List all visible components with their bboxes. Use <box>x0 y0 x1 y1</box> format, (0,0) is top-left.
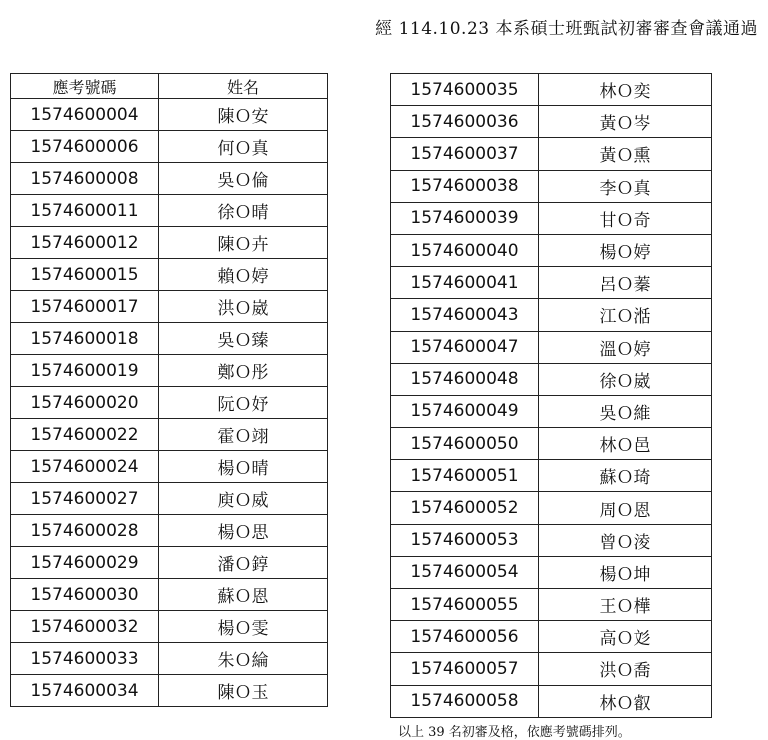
exam-number-cell: 1574600050 <box>391 428 539 460</box>
exam-number-cell: 1574600035 <box>391 74 539 106</box>
table-row <box>11 419 328 451</box>
table-row <box>11 291 328 323</box>
table-row <box>391 395 712 427</box>
exam-number-cell: 1574600034 <box>11 675 159 707</box>
exam-number-cell: 1574600039 <box>391 202 539 234</box>
table-row <box>11 195 328 227</box>
table-row <box>391 267 712 299</box>
table-row <box>391 685 712 717</box>
name-cell: 陳Ｏ卉 <box>159 227 328 259</box>
name-cell: 徐Ｏ崴 <box>539 363 712 395</box>
exam-number-cell: 1574600032 <box>11 611 159 643</box>
table-row <box>11 579 328 611</box>
table-row <box>11 355 328 387</box>
exam-number-cell: 1574600043 <box>391 299 539 331</box>
footnote: 以上 39 名初審及格，依應考號碼排列。 <box>398 725 631 740</box>
table-row <box>11 451 328 483</box>
name-cell: 楊Ｏ思 <box>159 515 328 547</box>
exam-number-cell: 1574600051 <box>391 460 539 492</box>
table-row <box>391 460 712 492</box>
exam-number-cell: 1574600006 <box>11 131 159 163</box>
table-row <box>11 131 328 163</box>
exam-number-cell: 1574600028 <box>11 515 159 547</box>
table-row <box>11 163 328 195</box>
exam-number-cell: 1574600055 <box>391 589 539 621</box>
table-row <box>11 99 328 131</box>
exam-number-cell: 1574600029 <box>11 547 159 579</box>
name-cell: 林Ｏ叡 <box>539 685 712 717</box>
name-cell: 蘇Ｏ恩 <box>159 579 328 611</box>
column-header-exam-number: 應考號碼 <box>11 74 159 99</box>
name-cell: 周Ｏ恩 <box>539 492 712 524</box>
exam-number-cell: 1574600040 <box>391 234 539 266</box>
name-cell: 洪Ｏ喬 <box>539 653 712 685</box>
exam-number-cell: 1574600024 <box>11 451 159 483</box>
table-row <box>11 387 328 419</box>
table-row <box>11 259 328 291</box>
exam-number-cell: 1574600057 <box>391 653 539 685</box>
exam-number-cell: 1574600011 <box>11 195 159 227</box>
exam-number-cell: 1574600022 <box>11 419 159 451</box>
table-row <box>11 483 328 515</box>
table-row <box>391 138 712 170</box>
exam-number-cell: 1574600049 <box>391 395 539 427</box>
name-cell: 楊Ｏ坤 <box>539 556 712 588</box>
table-row <box>391 234 712 266</box>
table-row <box>391 331 712 363</box>
exam-number-cell: 1574600004 <box>11 99 159 131</box>
exam-number-cell: 1574600037 <box>391 138 539 170</box>
exam-number-cell: 1574600012 <box>11 227 159 259</box>
name-cell: 吳Ｏ臻 <box>159 323 328 355</box>
name-cell: 甘Ｏ奇 <box>539 202 712 234</box>
exam-number-cell: 1574600036 <box>391 106 539 138</box>
name-cell: 江Ｏ湉 <box>539 299 712 331</box>
exam-number-cell: 1574600048 <box>391 363 539 395</box>
exam-number-cell: 1574600019 <box>11 355 159 387</box>
table-row <box>11 515 328 547</box>
name-cell: 楊Ｏ晴 <box>159 451 328 483</box>
column-header-name: 姓名 <box>159 74 328 99</box>
name-cell: 何Ｏ真 <box>159 131 328 163</box>
table-row <box>391 653 712 685</box>
table-row <box>391 74 712 106</box>
name-cell: 陳Ｏ玉 <box>159 675 328 707</box>
table-row <box>11 611 328 643</box>
name-cell: 潘Ｏ錞 <box>159 547 328 579</box>
exam-number-cell: 1574600017 <box>11 291 159 323</box>
name-cell: 呂Ｏ蓁 <box>539 267 712 299</box>
table-row <box>391 299 712 331</box>
table-row <box>391 170 712 202</box>
name-cell: 徐Ｏ晴 <box>159 195 328 227</box>
table-row <box>391 524 712 556</box>
table-row <box>11 323 328 355</box>
table-row <box>391 556 712 588</box>
exam-number-cell: 1574600038 <box>391 170 539 202</box>
table-row <box>11 643 328 675</box>
table-row <box>11 675 328 707</box>
name-cell: 蘇Ｏ琦 <box>539 460 712 492</box>
exam-number-cell: 1574600052 <box>391 492 539 524</box>
name-cell: 庾Ｏ威 <box>159 483 328 515</box>
table-row <box>391 428 712 460</box>
table-row <box>391 589 712 621</box>
name-cell: 楊Ｏ雯 <box>159 611 328 643</box>
name-cell: 林Ｏ奕 <box>539 74 712 106</box>
name-cell: 黃Ｏ熏 <box>539 138 712 170</box>
table-row <box>391 202 712 234</box>
exam-number-cell: 1574600020 <box>11 387 159 419</box>
name-cell: 陳Ｏ安 <box>159 99 328 131</box>
name-cell: 曾Ｏ淩 <box>539 524 712 556</box>
name-cell: 王Ｏ樺 <box>539 589 712 621</box>
exam-number-cell: 1574600015 <box>11 259 159 291</box>
name-cell: 吳Ｏ維 <box>539 395 712 427</box>
table-row <box>391 621 712 653</box>
exam-number-cell: 1574600030 <box>11 579 159 611</box>
name-cell: 吳Ｏ倫 <box>159 163 328 195</box>
exam-number-cell: 1574600047 <box>391 331 539 363</box>
name-cell: 李Ｏ真 <box>539 170 712 202</box>
exam-number-cell: 1574600008 <box>11 163 159 195</box>
table-header-row <box>11 74 328 99</box>
exam-number-cell: 1574600041 <box>391 267 539 299</box>
name-cell: 黃Ｏ岑 <box>539 106 712 138</box>
name-cell: 阮Ｏ妤 <box>159 387 328 419</box>
name-cell: 朱Ｏ綸 <box>159 643 328 675</box>
name-cell: 溫Ｏ婷 <box>539 331 712 363</box>
table-row <box>11 547 328 579</box>
exam-number-cell: 1574600027 <box>11 483 159 515</box>
name-cell: 林Ｏ邑 <box>539 428 712 460</box>
exam-number-cell: 1574600053 <box>391 524 539 556</box>
page-title: 經 114.10.23 本系碩士班甄試初審審查會議通過 <box>375 19 758 39</box>
exam-number-cell: 1574600018 <box>11 323 159 355</box>
name-cell: 鄭Ｏ彤 <box>159 355 328 387</box>
name-cell: 洪Ｏ崴 <box>159 291 328 323</box>
name-cell: 霍Ｏ翊 <box>159 419 328 451</box>
table-row <box>391 492 712 524</box>
name-cell: 賴Ｏ婷 <box>159 259 328 291</box>
name-cell: 高Ｏ彣 <box>539 621 712 653</box>
exam-number-cell: 1574600054 <box>391 556 539 588</box>
exam-number-cell: 1574600056 <box>391 621 539 653</box>
exam-number-cell: 1574600033 <box>11 643 159 675</box>
table-row <box>11 227 328 259</box>
right-applicant-table <box>390 73 712 718</box>
left-applicant-table <box>10 73 328 707</box>
name-cell: 楊Ｏ婷 <box>539 234 712 266</box>
exam-number-cell: 1574600058 <box>391 685 539 717</box>
table-row <box>391 363 712 395</box>
table-row <box>391 106 712 138</box>
